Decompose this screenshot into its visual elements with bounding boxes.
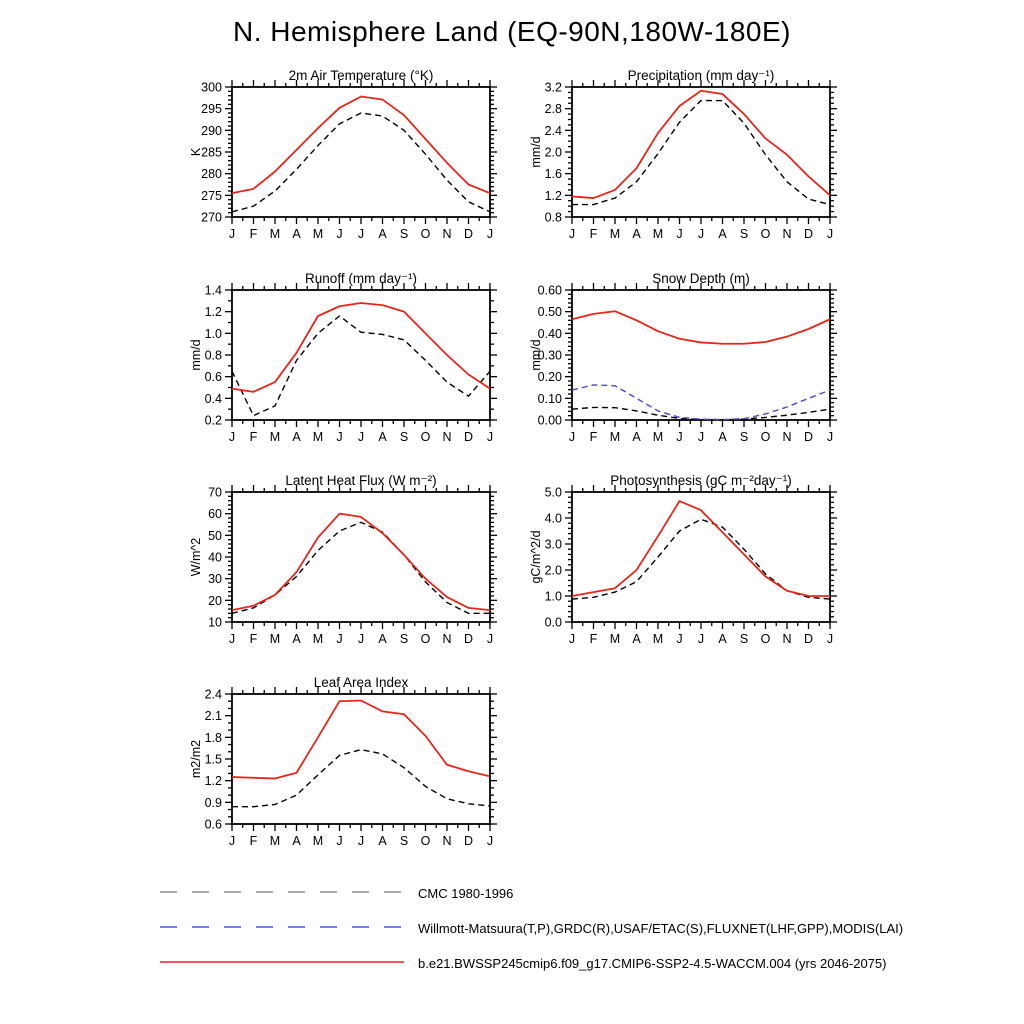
tick-label: 10 <box>208 615 222 630</box>
chart-title-photosynthesis: Photosynthesis (gC m⁻²day⁻¹) <box>610 473 792 488</box>
chart-title-latent-heat-flux: Latent Heat Flux (W m⁻²) <box>285 473 437 488</box>
tick-label: M <box>652 227 664 241</box>
plot-border <box>232 87 490 217</box>
legend-label: Willmott-Matsuura(T,P),GRDC(R),USAF/ETAC(S),FLUXNET(LHF,GPP),MODIS(LAI) <box>418 921 904 936</box>
chart-title-2m-air-temperature: 2m Air Temperature (°K) <box>288 68 434 83</box>
chart-title-leaf-area-index: Leaf Area Index <box>313 675 409 690</box>
tick-label: M <box>312 632 324 646</box>
tick-label: 275 <box>201 188 222 203</box>
series-model-waccm <box>572 501 830 596</box>
tick-label: J <box>826 227 834 241</box>
tick-label: J <box>826 632 834 646</box>
tick-label: N <box>782 227 792 241</box>
tick-label: D <box>463 227 474 241</box>
tick-label: J <box>228 227 236 241</box>
tick-label: J <box>357 834 365 848</box>
plot-border <box>232 492 490 622</box>
tick-label: 0.6 <box>204 817 222 832</box>
series-model-waccm <box>232 303 490 392</box>
tick-label: 2.1 <box>204 709 222 724</box>
chart-title-precipitation: Precipitation (mm day⁻¹) <box>627 68 775 83</box>
legend-item <box>158 911 903 946</box>
tick-label: 300 <box>201 80 222 95</box>
tick-label: F <box>589 632 598 646</box>
tick-label: A <box>292 834 301 848</box>
tick-label: 0.60 <box>537 283 562 298</box>
chart-precipitation <box>518 65 858 261</box>
tick-label: J <box>357 430 365 444</box>
tick-label: J <box>357 632 365 646</box>
tick-label: J <box>826 430 834 444</box>
series-model-waccm <box>232 97 490 194</box>
tick-label: J <box>568 430 576 444</box>
tick-label: 50 <box>208 528 222 543</box>
series-model-waccm <box>232 514 490 610</box>
tick-label: A <box>632 227 641 241</box>
tick-label: J <box>357 227 365 241</box>
tick-label: A <box>718 227 727 241</box>
tick-label: O <box>420 834 431 848</box>
tick-label: 1.0 <box>544 589 562 604</box>
tick-label: J <box>676 227 683 241</box>
legend-line-cmc <box>158 885 406 903</box>
tick-label: F <box>249 834 258 848</box>
tick-label: F <box>589 227 598 241</box>
tick-label: N <box>442 834 452 848</box>
legend-swatch <box>158 956 406 968</box>
tick-label: S <box>399 227 409 241</box>
tick-label: 290 <box>201 123 222 138</box>
tick-label: J <box>568 227 576 241</box>
legend-label: CMC 1980-1996 <box>418 886 514 901</box>
tick-label: 3.0 <box>544 537 562 552</box>
tick-label: 1.2 <box>204 774 222 789</box>
tick-label: A <box>632 632 641 646</box>
chart-svg-precipitation <box>518 65 858 261</box>
tick-label: A <box>718 632 727 646</box>
tick-label: M <box>652 632 664 646</box>
tick-label: A <box>378 834 387 848</box>
tick-label: J <box>228 632 236 646</box>
tick-label: A <box>292 632 301 646</box>
tick-label: 2.0 <box>544 563 562 578</box>
tick-label: O <box>420 430 431 444</box>
tick-label: S <box>739 430 749 444</box>
tick-label: S <box>739 632 749 646</box>
tick-label: J <box>676 632 683 646</box>
tick-label: O <box>760 227 771 241</box>
tick-label: 1.8 <box>204 730 222 745</box>
tick-label: N <box>782 632 792 646</box>
tick-label: 0.40 <box>537 326 562 341</box>
y-axis-label: K <box>189 147 203 157</box>
chart-leaf-area-index <box>178 672 518 868</box>
tick-label: J <box>676 430 683 444</box>
tick-label: 270 <box>201 210 222 225</box>
tick-label: 5.0 <box>544 485 562 500</box>
tick-label: 3.2 <box>544 80 562 95</box>
tick-label: A <box>718 430 727 444</box>
tick-label: 70 <box>208 485 222 500</box>
plot-border <box>232 290 490 420</box>
chart-svg-latent-heat-flux <box>178 470 518 666</box>
tick-label: F <box>249 632 258 646</box>
series-cmc-obs <box>572 101 830 205</box>
page-title: N. Hemisphere Land (EQ-90N,180W-180E) <box>232 16 791 47</box>
tick-label: 60 <box>208 507 222 522</box>
tick-label: O <box>760 430 771 444</box>
tick-label: 280 <box>201 167 222 182</box>
plot-border <box>572 290 830 420</box>
tick-label: 2.0 <box>544 145 562 160</box>
tick-label: N <box>442 227 452 241</box>
tick-label: 295 <box>201 102 222 117</box>
tick-label: J <box>568 632 576 646</box>
tick-label: M <box>609 632 621 646</box>
tick-label: M <box>269 632 281 646</box>
tick-label: J <box>697 227 705 241</box>
tick-label: J <box>336 632 343 646</box>
tick-label: N <box>782 430 792 444</box>
tick-label: J <box>697 632 705 646</box>
tick-label: S <box>399 632 409 646</box>
tick-label: O <box>760 632 771 646</box>
tick-label: 1.5 <box>204 752 222 767</box>
tick-label: 0.6 <box>204 370 222 385</box>
tick-label: A <box>378 430 387 444</box>
chart-svg-leaf-area-index <box>178 672 518 868</box>
chart-latent-heat-flux <box>178 470 518 666</box>
series-model-waccm <box>572 311 830 344</box>
y-axis-label: W/m^2 <box>189 537 203 577</box>
series-model-waccm <box>232 701 490 779</box>
tick-label: 30 <box>208 572 222 587</box>
tick-label: 0.20 <box>537 370 562 385</box>
tick-label: J <box>486 834 494 848</box>
chart-svg-photosynthesis <box>518 470 858 666</box>
tick-label: M <box>609 227 621 241</box>
tick-label: A <box>378 227 387 241</box>
series-cmc-obs <box>572 519 830 599</box>
tick-label: A <box>292 227 301 241</box>
tick-label: J <box>336 430 343 444</box>
plot-border <box>232 694 490 824</box>
legend-label: b.e21.BWSSP245cmip6.f09_g17.CMIP6-SSP2-4.5-WACCM.004 (yrs 2046-2075) <box>418 956 887 971</box>
tick-label: M <box>609 430 621 444</box>
tick-label: D <box>803 227 814 241</box>
tick-label: 2.8 <box>544 102 562 117</box>
tick-label: 0.50 <box>537 305 562 320</box>
tick-label: J <box>336 227 343 241</box>
tick-label: 1.4 <box>204 283 222 298</box>
tick-label: O <box>420 632 431 646</box>
tick-label: A <box>378 632 387 646</box>
legend-item <box>158 946 903 981</box>
tick-label: D <box>803 632 814 646</box>
tick-label: 1.0 <box>204 326 222 341</box>
chart-svg-runoff <box>178 268 518 464</box>
chart-svg-snow-depth <box>518 268 858 464</box>
tick-label: M <box>312 834 324 848</box>
tick-label: J <box>486 632 494 646</box>
tick-label: 0.8 <box>544 210 562 225</box>
tick-label: 0.4 <box>204 391 222 406</box>
tick-label: M <box>269 430 281 444</box>
plot-border <box>572 87 830 217</box>
chart-svg-2m-air-temperature <box>178 65 518 261</box>
tick-label: A <box>292 430 301 444</box>
tick-label: 40 <box>208 550 222 565</box>
tick-label: 20 <box>208 593 222 608</box>
y-axis-label: mm/d <box>529 339 543 371</box>
y-axis-label: gC/m^2/d <box>529 530 543 584</box>
tick-label: F <box>249 227 258 241</box>
tick-label: D <box>803 430 814 444</box>
y-axis-label: mm/d <box>189 339 203 371</box>
tick-label: 1.2 <box>204 305 222 320</box>
tick-label: F <box>249 430 258 444</box>
tick-label: J <box>697 430 705 444</box>
tick-label: J <box>228 834 236 848</box>
tick-label: S <box>739 227 749 241</box>
tick-label: S <box>399 834 409 848</box>
chart-2m-air-temperature <box>178 65 518 261</box>
series-cmc-obs <box>232 113 490 212</box>
chart-photosynthesis <box>518 470 858 666</box>
legend-line-willmott <box>158 920 406 938</box>
series-cmc-obs <box>232 316 490 416</box>
series-cmc-obs <box>572 407 830 419</box>
tick-label: J <box>336 834 343 848</box>
plot-border <box>572 492 830 622</box>
y-axis-label: mm/d <box>529 136 543 168</box>
tick-label: M <box>269 227 281 241</box>
tick-label: M <box>312 430 324 444</box>
chart-snow-depth <box>518 268 858 464</box>
tick-label: J <box>486 430 494 444</box>
legend-line-model <box>158 955 406 973</box>
tick-label: 1.6 <box>544 167 562 182</box>
tick-label: O <box>420 227 431 241</box>
tick-label: 0.10 <box>537 391 562 406</box>
tick-label: M <box>652 430 664 444</box>
tick-label: M <box>312 227 324 241</box>
tick-label: M <box>269 834 281 848</box>
series-model-waccm <box>572 91 830 198</box>
y-axis-label: m2/m2 <box>189 739 203 779</box>
tick-label: 0.30 <box>537 348 562 363</box>
tick-label: N <box>442 632 452 646</box>
legend-swatch <box>158 921 406 933</box>
tick-label: 4.0 <box>544 511 562 526</box>
legend-item <box>158 876 903 911</box>
tick-label: 285 <box>201 145 222 160</box>
tick-label: S <box>399 430 409 444</box>
tick-label: 0.8 <box>204 348 222 363</box>
legend <box>158 876 903 981</box>
tick-label: D <box>463 430 474 444</box>
chart-title-runoff: Runoff (mm day⁻¹) <box>305 271 417 286</box>
tick-label: 1.2 <box>544 188 562 203</box>
tick-label: 0.9 <box>204 795 222 810</box>
tick-label: 0.2 <box>204 413 222 428</box>
tick-label: N <box>442 430 452 444</box>
tick-label: F <box>589 430 598 444</box>
tick-label: D <box>463 834 474 848</box>
chart-title-snow-depth: Snow Depth (m) <box>652 271 750 286</box>
tick-label: J <box>228 430 236 444</box>
chart-runoff <box>178 268 518 464</box>
tick-label: A <box>632 430 641 444</box>
tick-label: 0.0 <box>544 615 562 630</box>
tick-label: D <box>463 632 474 646</box>
tick-label: J <box>486 227 494 241</box>
tick-label: 2.4 <box>204 687 222 702</box>
tick-label: 2.4 <box>544 123 562 138</box>
legend-swatch <box>158 886 406 898</box>
tick-label: 0.00 <box>537 413 562 428</box>
